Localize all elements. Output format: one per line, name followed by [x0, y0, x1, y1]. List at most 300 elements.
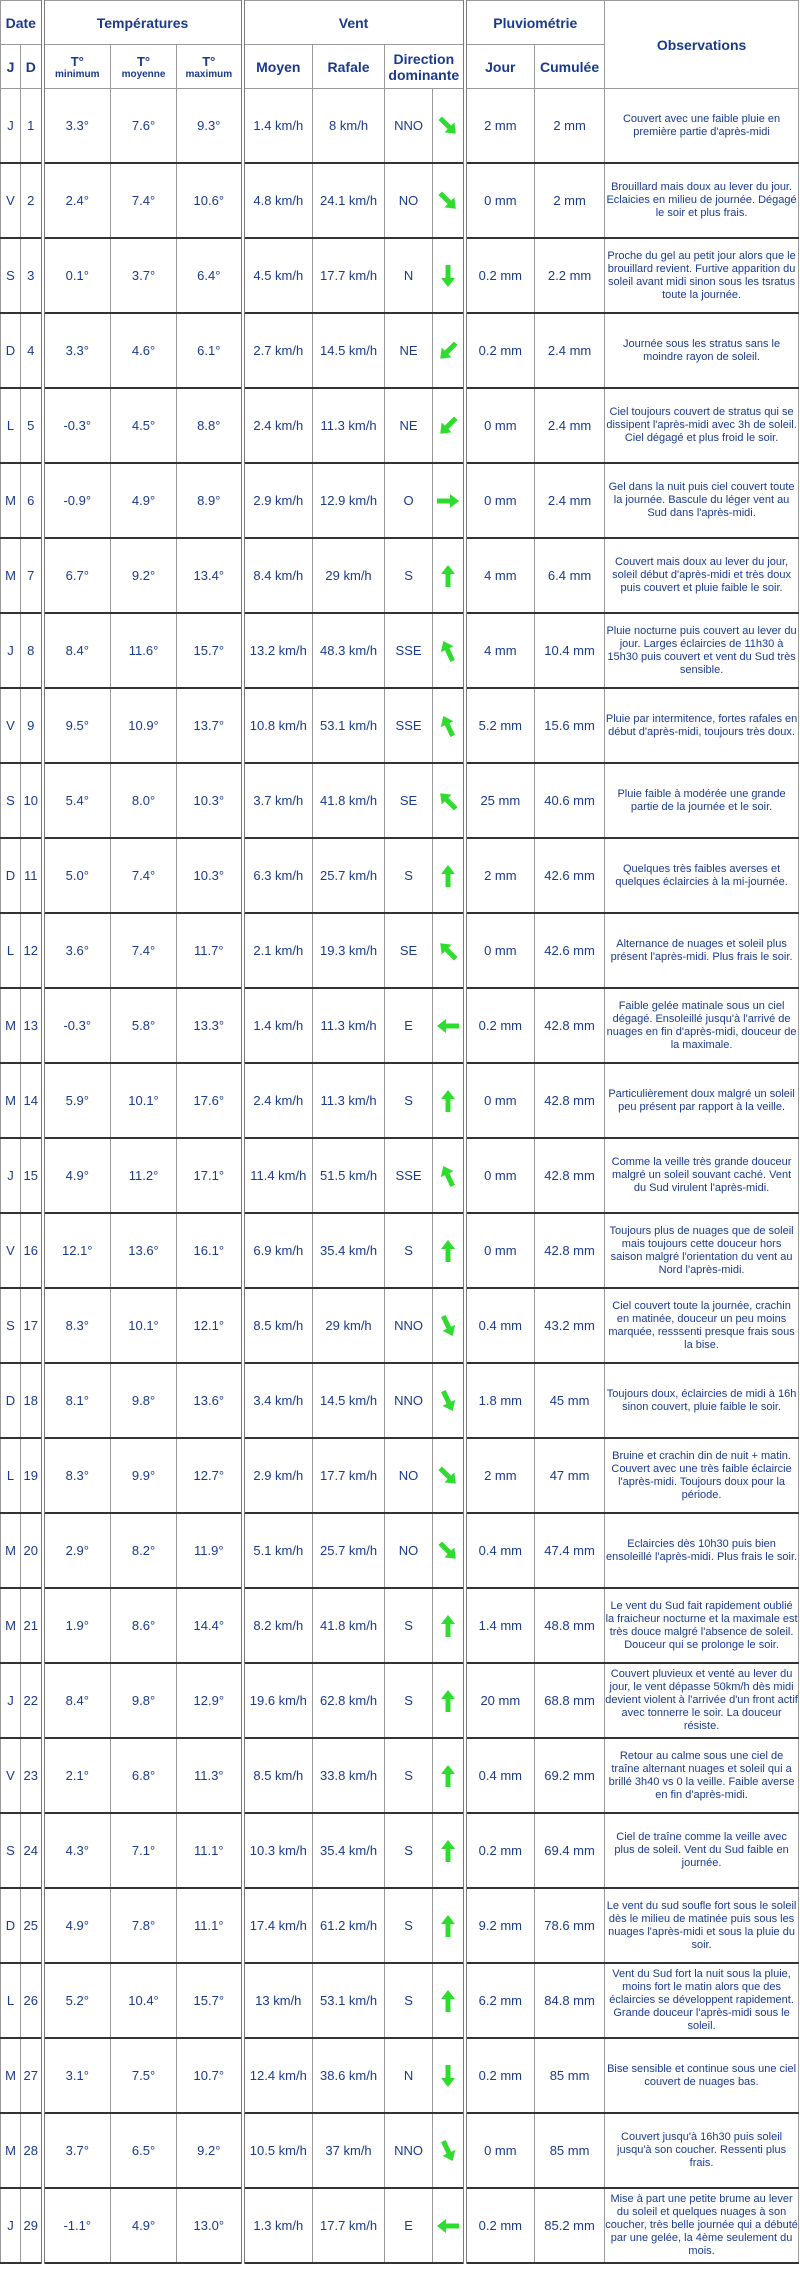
rain-cumulative: 2.4 mm	[535, 313, 605, 388]
wind-gust: 11.3 km/h	[313, 388, 385, 463]
day-letter: M	[1, 1063, 21, 1138]
day-letter: J	[1, 89, 21, 164]
wind-avg: 13 km/h	[243, 1963, 313, 2038]
table-row	[1, 913, 799, 988]
temp-avg: 11.2°	[111, 1138, 177, 1213]
day-number: 13	[21, 988, 43, 1063]
rain-day: 1.8 mm	[465, 1363, 535, 1438]
day-letter: L	[1, 1963, 21, 2038]
rain-day: 9.2 mm	[465, 1888, 535, 1963]
arrow-down-right-icon	[433, 1363, 465, 1438]
observation: Couvert pluvieux et venté au lever du jour, le vent dépasse 50km/h dès midi devient violent à l'arrivée d'un front actif avec tonnerre le soir. La douceur résiste.	[605, 1663, 799, 1738]
arrow-up-left-icon	[433, 613, 465, 688]
day-number: 29	[21, 2188, 43, 2263]
wind-gust: 12.9 km/h	[313, 463, 385, 538]
temp-max: 14.4°	[177, 1588, 243, 1663]
wind-gust: 14.5 km/h	[313, 313, 385, 388]
arrow-down-right-icon	[433, 1513, 465, 1588]
temp-min: -1.1°	[43, 2188, 111, 2263]
rain-cumulative: 2.4 mm	[535, 388, 605, 463]
temp-min: -0.9°	[43, 463, 111, 538]
temp-max: 6.1°	[177, 313, 243, 388]
table-row	[1, 1663, 799, 1738]
day-letter: J	[1, 613, 21, 688]
temp-avg: 5.8°	[111, 988, 177, 1063]
temp-max: 11.9°	[177, 1513, 243, 1588]
temp-max: 11.3°	[177, 1738, 243, 1813]
temp-min: 3.3°	[43, 89, 111, 164]
wind-direction: NNO	[385, 2113, 433, 2188]
day-number: 14	[21, 1063, 43, 1138]
table-row	[1, 1438, 799, 1513]
arrow-down-right-icon	[433, 163, 465, 238]
day-number: 11	[21, 838, 43, 913]
observation: Particulièrement doux malgré un soleil peu présent par rapport à la veille.	[605, 1063, 799, 1138]
observation: Alternance de nuages et soleil plus présent l'après-midi. Plus frais le soir.	[605, 913, 799, 988]
day-number: 21	[21, 1588, 43, 1663]
temp-avg: 6.5°	[111, 2113, 177, 2188]
arrow-up-icon	[433, 1813, 465, 1888]
temp-min: 0.1°	[43, 238, 111, 313]
rain-cumulative: 42.8 mm	[535, 1213, 605, 1288]
wind-direction: S	[385, 838, 433, 913]
temp-avg: 4.5°	[111, 388, 177, 463]
arrow-up-icon	[433, 1663, 465, 1738]
wind-gust: 41.8 km/h	[313, 1588, 385, 1663]
day-number: 5	[21, 388, 43, 463]
wind-direction: N	[385, 238, 433, 313]
temp-max: 10.6°	[177, 163, 243, 238]
temp-min: 3.3°	[43, 313, 111, 388]
wind-gust: 19.3 km/h	[313, 913, 385, 988]
wind-avg: 2.9 km/h	[243, 1438, 313, 1513]
observation: Gel dans la nuit puis ciel couvert toute la journée. Bascule du léger vent au Sud dans l'après-midi.	[605, 463, 799, 538]
day-number: 28	[21, 2113, 43, 2188]
wind-avg: 8.4 km/h	[243, 538, 313, 613]
temp-min: 3.1°	[43, 2038, 111, 2113]
wind-gust: 51.5 km/h	[313, 1138, 385, 1213]
wind-direction: S	[385, 1888, 433, 1963]
day-number: 9	[21, 688, 43, 763]
rain-cumulative: 42.6 mm	[535, 913, 605, 988]
table-row	[1, 1138, 799, 1213]
wind-direction: S	[385, 538, 433, 613]
observation: Le vent du sud soufle fort sous le soleil dès le milieu de matinée puis sous les nuages l'après-midi et sous la pluie du soir.	[605, 1888, 799, 1963]
rain-cumulative: 6.4 mm	[535, 538, 605, 613]
day-letter: M	[1, 1588, 21, 1663]
rain-cumulative: 78.6 mm	[535, 1888, 605, 1963]
header-direction: Direction dominante	[385, 45, 465, 89]
wind-direction: SE	[385, 763, 433, 838]
observation: Vent du Sud fort la nuit sous la pluie, moins fort le matin alors que des éclaircies se développent rapidement. Grande douceur l'après-midi sous le soleil.	[605, 1963, 799, 2038]
temp-max: 11.1°	[177, 1888, 243, 1963]
rain-cumulative: 85.2 mm	[535, 2188, 605, 2263]
wind-gust: 24.1 km/h	[313, 163, 385, 238]
rain-cumulative: 42.6 mm	[535, 838, 605, 913]
arrow-left-icon	[433, 2188, 465, 2263]
wind-gust: 29 km/h	[313, 1288, 385, 1363]
rain-day: 2 mm	[465, 1438, 535, 1513]
rain-day: 0 mm	[465, 463, 535, 538]
temp-max: 9.3°	[177, 89, 243, 164]
wind-gust: 53.1 km/h	[313, 1963, 385, 2038]
day-letter: V	[1, 688, 21, 763]
observation: Le vent du Sud fait rapidement oublié la fraicheur nocturne et la maximale est très douce malgré l'absence de soleil. Douceur qui se prolonge le soir.	[605, 1588, 799, 1663]
wind-avg: 4.8 km/h	[243, 163, 313, 238]
rain-cumulative: 85 mm	[535, 2113, 605, 2188]
header-observations: Observations	[605, 1, 799, 89]
temp-max: 10.3°	[177, 763, 243, 838]
wind-gust: 17.7 km/h	[313, 238, 385, 313]
wind-direction: E	[385, 2188, 433, 2263]
rain-day: 0.4 mm	[465, 1288, 535, 1363]
day-letter: L	[1, 1438, 21, 1513]
rain-day: 0 mm	[465, 2113, 535, 2188]
wind-avg: 1.3 km/h	[243, 2188, 313, 2263]
temp-avg: 4.6°	[111, 313, 177, 388]
temp-max: 15.7°	[177, 1963, 243, 2038]
rain-day: 0 mm	[465, 913, 535, 988]
wind-direction: NE	[385, 388, 433, 463]
day-letter: D	[1, 1888, 21, 1963]
wind-avg: 2.1 km/h	[243, 913, 313, 988]
rain-cumulative: 48.8 mm	[535, 1588, 605, 1663]
observation: Toujours doux, éclaircies de midi à 16h sinon couvert, pluie faible le soir.	[605, 1363, 799, 1438]
temp-avg: 7.6°	[111, 89, 177, 164]
day-number: 20	[21, 1513, 43, 1588]
temp-avg: 7.4°	[111, 163, 177, 238]
temp-min: 3.7°	[43, 2113, 111, 2188]
table-row	[1, 838, 799, 913]
temp-avg: 8.6°	[111, 1588, 177, 1663]
rain-day: 0.2 mm	[465, 1813, 535, 1888]
day-letter: J	[1, 1663, 21, 1738]
day-letter: M	[1, 2038, 21, 2113]
arrow-up-left-icon	[433, 688, 465, 763]
temp-max: 13.0°	[177, 2188, 243, 2263]
temp-min: 8.3°	[43, 1288, 111, 1363]
observation: Pluie nocturne puis couvert au lever du jour. Larges éclaircies de 11h30 à 15h30 puis couvert et vent du Sud très sensible.	[605, 613, 799, 688]
temp-avg: 10.1°	[111, 1063, 177, 1138]
rain-day: 2 mm	[465, 838, 535, 913]
table-row	[1, 313, 799, 388]
wind-direction: E	[385, 988, 433, 1063]
rain-day: 25 mm	[465, 763, 535, 838]
rain-cumulative: 42.8 mm	[535, 988, 605, 1063]
table-row	[1, 238, 799, 313]
wind-direction: S	[385, 1063, 433, 1138]
rain-day: 0.2 mm	[465, 2188, 535, 2263]
wind-gust: 33.8 km/h	[313, 1738, 385, 1813]
rain-day: 0 mm	[465, 1138, 535, 1213]
table-row	[1, 2038, 799, 2113]
day-number: 7	[21, 538, 43, 613]
observation: Ciel de traîne comme la veille avec plus de soleil. Vent du Sud faible en journée.	[605, 1813, 799, 1888]
observation: Faible gelée matinale sous un ciel dégagé. Ensoleillé jusqu'à l'arrivé de nuages en fin d'après-midi, douceur de la maximale.	[605, 988, 799, 1063]
wind-avg: 1.4 km/h	[243, 89, 313, 164]
wind-direction: NNO	[385, 89, 433, 164]
header-vent-moyen: Moyen	[243, 45, 313, 89]
header-vent: Vent	[243, 1, 465, 45]
day-number: 3	[21, 238, 43, 313]
table-row	[1, 988, 799, 1063]
temp-max: 10.7°	[177, 2038, 243, 2113]
wind-avg: 12.4 km/h	[243, 2038, 313, 2113]
wind-avg: 2.7 km/h	[243, 313, 313, 388]
rain-cumulative: 42.8 mm	[535, 1063, 605, 1138]
wind-gust: 37 km/h	[313, 2113, 385, 2188]
day-number: 23	[21, 1738, 43, 1813]
rain-day: 2 mm	[465, 89, 535, 164]
temp-max: 17.6°	[177, 1063, 243, 1138]
wind-avg: 13.2 km/h	[243, 613, 313, 688]
temp-max: 17.1°	[177, 1138, 243, 1213]
arrow-up-left-icon	[433, 1138, 465, 1213]
wind-direction: S	[385, 1738, 433, 1813]
wind-avg: 8.5 km/h	[243, 1288, 313, 1363]
wind-gust: 17.7 km/h	[313, 1438, 385, 1513]
rain-day: 0.2 mm	[465, 238, 535, 313]
rain-cumulative: 45 mm	[535, 1363, 605, 1438]
arrow-up-icon	[433, 1888, 465, 1963]
wind-avg: 10.3 km/h	[243, 1813, 313, 1888]
temp-min: 1.9°	[43, 1588, 111, 1663]
day-letter: V	[1, 1213, 21, 1288]
rain-cumulative: 2 mm	[535, 163, 605, 238]
wind-direction: S	[385, 1963, 433, 2038]
wind-direction: S	[385, 1813, 433, 1888]
table-row	[1, 1513, 799, 1588]
observation: Pluie faible à modérée une grande partie de la journée et le soir.	[605, 763, 799, 838]
arrow-up-left-icon	[433, 913, 465, 988]
wind-direction: SSE	[385, 1138, 433, 1213]
temp-avg: 9.2°	[111, 538, 177, 613]
temp-max: 9.2°	[177, 2113, 243, 2188]
rain-cumulative: 69.4 mm	[535, 1813, 605, 1888]
temp-min: 3.6°	[43, 913, 111, 988]
temp-max: 13.3°	[177, 988, 243, 1063]
header-tmin: T° minimum	[43, 45, 111, 89]
rain-cumulative: 85 mm	[535, 2038, 605, 2113]
rain-day: 0.2 mm	[465, 2038, 535, 2113]
arrow-down-icon	[433, 2038, 465, 2113]
temp-min: 2.1°	[43, 1738, 111, 1813]
day-number: 26	[21, 1963, 43, 2038]
rain-cumulative: 47.4 mm	[535, 1513, 605, 1588]
observation: Mise à part une petite brume au lever du soleil et quelques nuages à son coucher, très belle journée qui a débuté par une gelée, la 4ème seulement du mois.	[605, 2188, 799, 2263]
wind-direction: NE	[385, 313, 433, 388]
temp-max: 12.7°	[177, 1438, 243, 1513]
wind-gust: 35.4 km/h	[313, 1813, 385, 1888]
header-tmoy: T° moyenne	[111, 45, 177, 89]
arrow-right-icon	[433, 463, 465, 538]
observation: Brouillard mais doux au lever du jour. Eclaicies en milieu de journée. Dégagé le soir et plus frais.	[605, 163, 799, 238]
rain-day: 0.4 mm	[465, 1513, 535, 1588]
arrow-up-left-icon	[433, 763, 465, 838]
day-number: 6	[21, 463, 43, 538]
temp-max: 12.1°	[177, 1288, 243, 1363]
arrow-up-icon	[433, 1063, 465, 1138]
arrow-up-icon	[433, 538, 465, 613]
day-letter: S	[1, 1288, 21, 1363]
table-row	[1, 763, 799, 838]
temp-min: 8.1°	[43, 1363, 111, 1438]
temp-min: 4.9°	[43, 1138, 111, 1213]
temp-avg: 9.8°	[111, 1363, 177, 1438]
rain-cumulative: 15.6 mm	[535, 688, 605, 763]
day-number: 27	[21, 2038, 43, 2113]
day-number: 18	[21, 1363, 43, 1438]
wind-avg: 2.4 km/h	[243, 1063, 313, 1138]
table-row	[1, 163, 799, 238]
observation: Proche du gel au petit jour alors que le brouillard revient. Furtive apparition du soleil avant midi sinon sous les tsratus toute la journée.	[605, 238, 799, 313]
table-row	[1, 613, 799, 688]
wind-direction: N	[385, 2038, 433, 2113]
header-temperatures: Températures	[43, 1, 243, 45]
arrow-down-left-icon	[433, 388, 465, 463]
arrow-down-right-icon	[433, 89, 465, 164]
day-letter: M	[1, 1513, 21, 1588]
table-row	[1, 1588, 799, 1663]
observation: Bruine et crachin din de nuit + matin. Couvert avec une très faible éclaircie l'après-midi. Toujours doux pour la période.	[605, 1438, 799, 1513]
day-letter: S	[1, 1813, 21, 1888]
table-row	[1, 538, 799, 613]
temp-max: 15.7°	[177, 613, 243, 688]
table-row	[1, 1888, 799, 1963]
wind-avg: 1.4 km/h	[243, 988, 313, 1063]
observation: Toujours plus de nuages que de soleil mais toujours cette douceur hors saison malgré l'orientation du vent au Nord l'après-midi.	[605, 1213, 799, 1288]
wind-avg: 3.4 km/h	[243, 1363, 313, 1438]
wind-direction: S	[385, 1588, 433, 1663]
temp-avg: 9.8°	[111, 1663, 177, 1738]
wind-gust: 8 km/h	[313, 89, 385, 164]
table-row	[1, 2113, 799, 2188]
day-number: 24	[21, 1813, 43, 1888]
header-vent-rafale: Rafale	[313, 45, 385, 89]
wind-avg: 2.9 km/h	[243, 463, 313, 538]
header-jour-semaine: J	[1, 45, 21, 89]
temp-avg: 3.7°	[111, 238, 177, 313]
temp-max: 8.8°	[177, 388, 243, 463]
wind-gust: 53.1 km/h	[313, 688, 385, 763]
wind-avg: 8.5 km/h	[243, 1738, 313, 1813]
day-letter: M	[1, 2113, 21, 2188]
temp-avg: 13.6°	[111, 1213, 177, 1288]
temp-max: 12.9°	[177, 1663, 243, 1738]
wind-direction: NNO	[385, 1363, 433, 1438]
arrow-down-icon	[433, 238, 465, 313]
wind-avg: 8.2 km/h	[243, 1588, 313, 1663]
arrow-up-icon	[433, 1213, 465, 1288]
rain-day: 0 mm	[465, 388, 535, 463]
observation: Comme la veille très grande douceur malgré un soleil souvant caché. Vent du Sud virulent l'après-midi.	[605, 1138, 799, 1213]
wind-direction: NNO	[385, 1288, 433, 1363]
observation: Journée sous les stratus sans le moindre rayon de soleil.	[605, 313, 799, 388]
day-letter: M	[1, 538, 21, 613]
rain-cumulative: 2.2 mm	[535, 238, 605, 313]
table-row	[1, 1963, 799, 2038]
rain-cumulative: 2 mm	[535, 89, 605, 164]
temp-min: 2.4°	[43, 163, 111, 238]
wind-avg: 11.4 km/h	[243, 1138, 313, 1213]
wind-gust: 14.5 km/h	[313, 1363, 385, 1438]
temp-avg: 6.8°	[111, 1738, 177, 1813]
temp-min: 4.3°	[43, 1813, 111, 1888]
rain-cumulative: 42.8 mm	[535, 1138, 605, 1213]
day-number: 22	[21, 1663, 43, 1738]
temp-avg: 8.2°	[111, 1513, 177, 1588]
rain-day: 4 mm	[465, 538, 535, 613]
day-letter: L	[1, 388, 21, 463]
temp-min: 8.4°	[43, 1663, 111, 1738]
temp-avg: 10.4°	[111, 1963, 177, 2038]
temp-avg: 11.6°	[111, 613, 177, 688]
temp-max: 11.1°	[177, 1813, 243, 1888]
wind-gust: 35.4 km/h	[313, 1213, 385, 1288]
wind-direction: O	[385, 463, 433, 538]
rain-day: 0 mm	[465, 1213, 535, 1288]
header-pluviometrie: Pluviométrie	[465, 1, 605, 45]
wind-avg: 6.3 km/h	[243, 838, 313, 913]
arrow-up-icon	[433, 1738, 465, 1813]
temp-max: 13.6°	[177, 1363, 243, 1438]
temp-min: 8.4°	[43, 613, 111, 688]
header-pluie-jour: Jour	[465, 45, 535, 89]
rain-day: 0.4 mm	[465, 1738, 535, 1813]
temp-min: 9.5°	[43, 688, 111, 763]
wind-avg: 2.4 km/h	[243, 388, 313, 463]
day-letter: D	[1, 1363, 21, 1438]
observation: Quelques très faibles averses et quelques éclaircies à la mi-journée.	[605, 838, 799, 913]
arrow-down-left-icon	[433, 313, 465, 388]
wind-avg: 6.9 km/h	[243, 1213, 313, 1288]
wind-gust: 11.3 km/h	[313, 988, 385, 1063]
day-number: 19	[21, 1438, 43, 1513]
day-number: 4	[21, 313, 43, 388]
temp-max: 13.4°	[177, 538, 243, 613]
day-letter: L	[1, 913, 21, 988]
day-number: 10	[21, 763, 43, 838]
temp-min: 8.3°	[43, 1438, 111, 1513]
rain-cumulative: 69.2 mm	[535, 1738, 605, 1813]
temp-avg: 7.5°	[111, 2038, 177, 2113]
arrow-up-icon	[433, 1588, 465, 1663]
table-row	[1, 388, 799, 463]
temp-max: 6.4°	[177, 238, 243, 313]
day-letter: J	[1, 1138, 21, 1213]
rain-cumulative: 47 mm	[535, 1438, 605, 1513]
rain-day: 1.4 mm	[465, 1588, 535, 1663]
arrow-down-right-icon	[433, 1288, 465, 1363]
wind-direction: SSE	[385, 613, 433, 688]
temp-max: 10.3°	[177, 838, 243, 913]
wind-gust: 29 km/h	[313, 538, 385, 613]
wind-avg: 10.8 km/h	[243, 688, 313, 763]
day-letter: J	[1, 2188, 21, 2263]
wind-avg: 3.7 km/h	[243, 763, 313, 838]
observation: Ciel couvert toute la journée, crachin en matinée, douceur un peu moins marquée, resssenti presque frais sous la bise.	[605, 1288, 799, 1363]
wind-gust: 61.2 km/h	[313, 1888, 385, 1963]
table-row	[1, 89, 799, 164]
wind-avg: 19.6 km/h	[243, 1663, 313, 1738]
wind-direction: SE	[385, 913, 433, 988]
rain-day: 0 mm	[465, 1063, 535, 1138]
rain-day: 0.2 mm	[465, 313, 535, 388]
day-number: 17	[21, 1288, 43, 1363]
wind-direction: NO	[385, 1438, 433, 1513]
observation: Eclaircies dès 10h30 puis bien ensoleillé l'après-midi. Plus frais le soir.	[605, 1513, 799, 1588]
temp-max: 11.7°	[177, 913, 243, 988]
